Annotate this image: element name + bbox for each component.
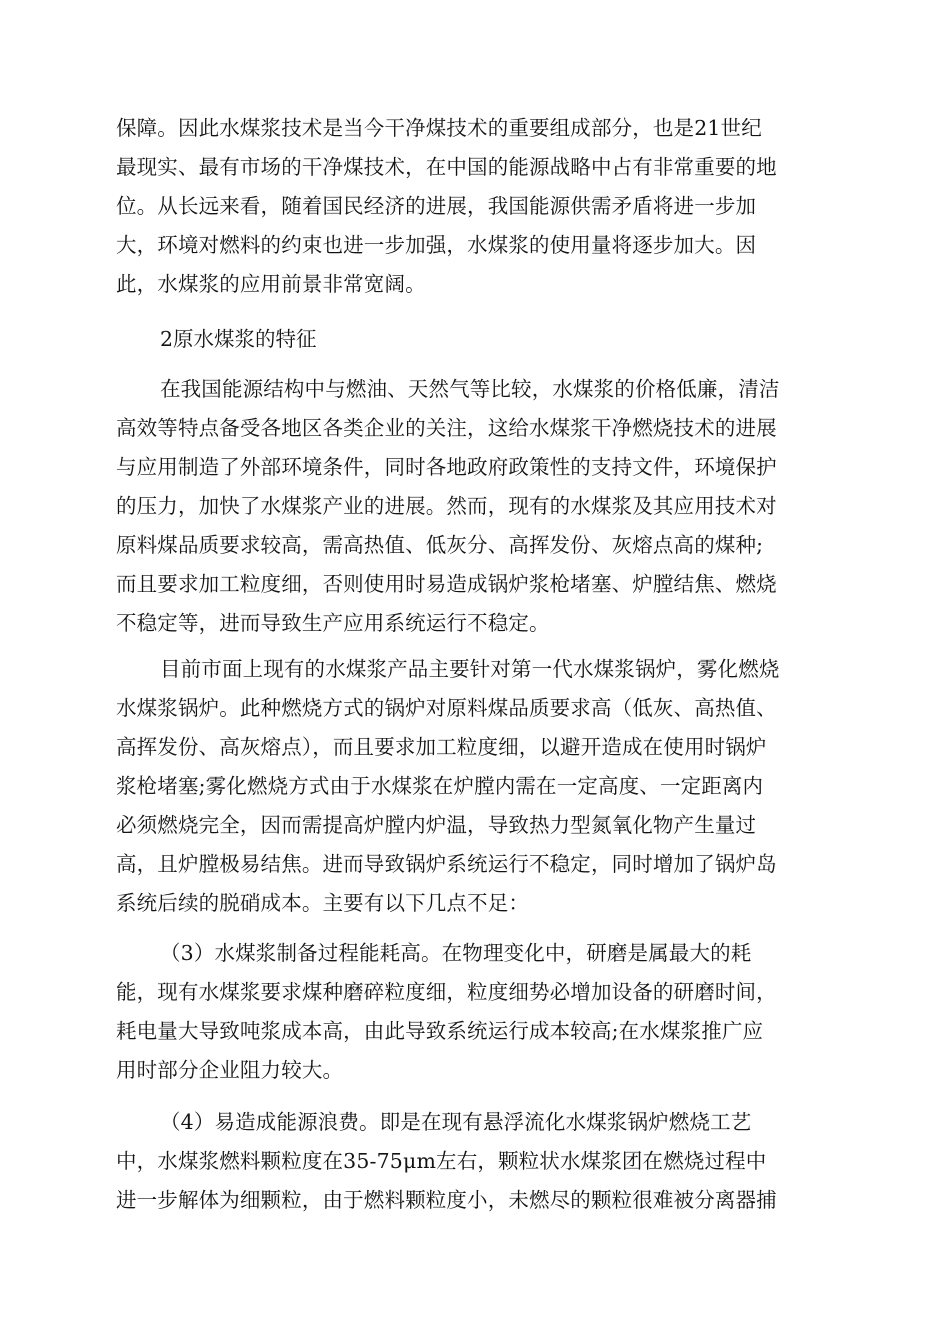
section-heading: 2原水煤浆的特征: [160, 327, 317, 351]
text-line: 目前市面上现有的水煤浆产品主要针对第一代水煤浆锅炉，雾化燃烧: [160, 657, 780, 681]
text-line: 能，现有水煤浆要求煤种磨碎粒度细，粒度细势必增加设备的研磨时间，: [116, 980, 777, 1004]
text-line: 位。从长远来看，随着国民经济的进展，我国能源供需矛盾将进一步加: [116, 194, 757, 218]
text-line: 原料煤品质要求较高，需高热值、低灰分、高挥发份、灰熔点高的煤种;: [116, 533, 764, 557]
text-line: 大，环境对燃料的约束也进一步加强，水煤浆的使用量将逐步加大。因: [116, 233, 757, 257]
text-line: （4）易造成能源浪费。即是在现有悬浮流化水煤浆锅炉燃烧工艺: [160, 1110, 752, 1134]
text-line: 系统后续的脱硝成本。主要有以下几点不足：: [116, 891, 529, 915]
paragraph-clean-coal-importance: [116, 109, 836, 304]
text-line: （3）水煤浆制备过程能耗高。在物理变化中，研磨是属最大的耗: [160, 941, 752, 965]
paragraph-current-products: [116, 650, 836, 923]
text-line: 耗电量大导致吨浆成本高，由此导致系统运行成本较高;在水煤浆推广应: [116, 1019, 764, 1043]
text-line: 水煤浆锅炉。此种燃烧方式的锅炉对原料煤品质要求高（低灰、高热值、: [116, 696, 777, 720]
paragraph-energy-structure: [116, 370, 836, 643]
text-line: 必须燃烧完全，因而需提高炉膛内炉温，导致热力型氮氧化物产生量过: [116, 813, 757, 837]
text-line: 与应用制造了外部环境条件，同时各地政府政策性的支持文件，环境保护: [116, 455, 777, 479]
text-line: 用时部分企业阻力较大。: [116, 1058, 344, 1082]
text-line: 进一步解体为细颗粒，由于燃料颗粒度小，未燃尽的颗粒很难被分离器捕: [116, 1188, 777, 1212]
text-line: 不稳定等，进而导致生产应用系统运行不稳定。: [116, 611, 550, 635]
text-line: 而且要求加工粒度细，否则使用时易造成锅炉浆枪堵塞、炉膛结焦、燃烧: [116, 572, 777, 596]
text-line: 最现实、最有市场的干净煤技术，在中国的能源战略中占有非常重要的地: [116, 155, 777, 179]
text-line: 高挥发份、高灰熔点），而且要求加工粒度细，以避开造成在使用时锅炉: [116, 735, 767, 759]
paragraph-point-4: [116, 1103, 836, 1220]
text-line: 高，且炉膛极易结焦。进而导致锅炉系统运行不稳定，同时增加了锅炉岛: [116, 852, 777, 876]
text-line: 保障。因此水煤浆技术是当今干净煤技术的重要组成部分，也是21世纪: [116, 116, 762, 140]
text-line: 在我国能源结构中与燃油、天然气等比较，水煤浆的价格低廉，清洁: [160, 377, 780, 401]
paragraph-point-3: [116, 934, 836, 1090]
text-line: 的压力，加快了水煤浆产业的进展。然而，现有的水煤浆及其应用技术对: [116, 494, 777, 518]
text-line: 中，水煤浆燃料颗粒度在35-75μm左右，颗粒状水煤浆团在燃烧过程中: [116, 1149, 767, 1173]
text-line: 浆枪堵塞;雾化燃烧方式由于水煤浆在炉膛内需在一定高度、一定距离内: [116, 774, 764, 798]
text-line: 高效等特点备受各地区各类企业的关注，这给水煤浆干净燃烧技术的进展: [116, 416, 777, 440]
text-line: 此，水煤浆的应用前景非常宽阔。: [116, 272, 426, 296]
